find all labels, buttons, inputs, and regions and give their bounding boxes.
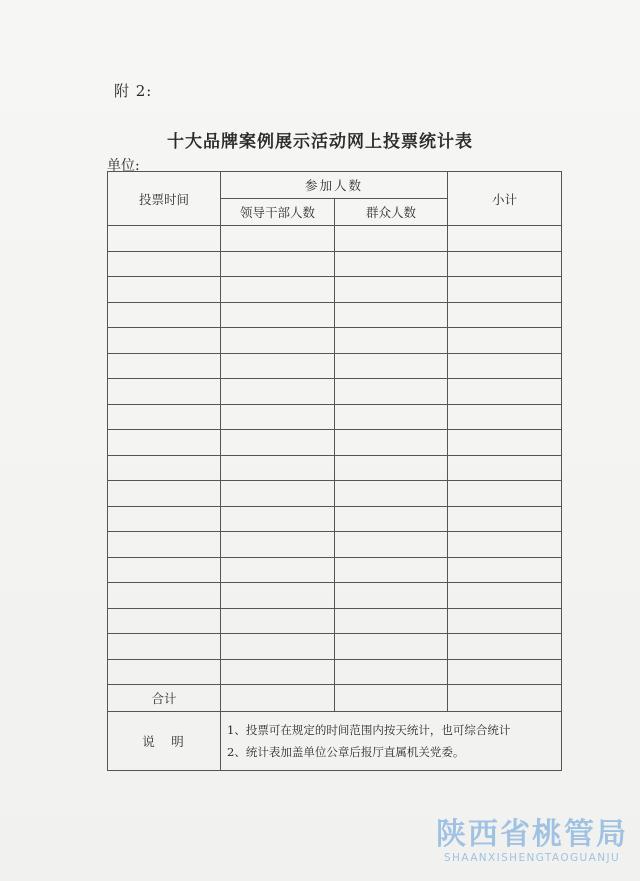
header-participants: 参加人数 [221, 172, 448, 199]
table-cell [448, 634, 562, 660]
table-row [108, 328, 562, 354]
table-cell [221, 583, 335, 609]
table-cell [335, 455, 448, 481]
table-cell [221, 353, 335, 379]
table-cell [108, 583, 221, 609]
table-cell [335, 404, 448, 430]
table-row [108, 634, 562, 660]
table-cell [108, 302, 221, 328]
table-cell [221, 404, 335, 430]
table-row [108, 277, 562, 303]
note-label: 说 明 [108, 712, 221, 771]
table-row [108, 481, 562, 507]
table-cell [108, 328, 221, 354]
table-row [108, 506, 562, 532]
total-leaders-cell [221, 685, 335, 712]
table-row [108, 404, 562, 430]
table-cell [448, 379, 562, 405]
table-cell [108, 404, 221, 430]
table-cell [448, 557, 562, 583]
table-cell [221, 506, 335, 532]
table-cell [448, 455, 562, 481]
table-row [108, 557, 562, 583]
table-cell [108, 379, 221, 405]
table-cell [448, 532, 562, 558]
table-cell [448, 404, 562, 430]
table-cell [221, 455, 335, 481]
table-cell [108, 506, 221, 532]
table-cell [448, 583, 562, 609]
table-cell [108, 353, 221, 379]
table-row [108, 659, 562, 685]
table-cell [448, 353, 562, 379]
table-row [108, 251, 562, 277]
table-body [108, 226, 562, 685]
table-cell [221, 379, 335, 405]
table-cell [221, 430, 335, 456]
table-cell [335, 328, 448, 354]
note-content [221, 712, 562, 771]
table-row [108, 583, 562, 609]
table-cell [335, 302, 448, 328]
table-cell [108, 634, 221, 660]
table-cell [221, 277, 335, 303]
table-cell [448, 226, 562, 252]
table-cell [108, 277, 221, 303]
table-cell [448, 328, 562, 354]
table-cell [221, 226, 335, 252]
header-public: 群众人数 [335, 199, 448, 226]
table-cell [335, 608, 448, 634]
table-cell [108, 557, 221, 583]
table-cell [221, 251, 335, 277]
table-cell [335, 634, 448, 660]
table-row [108, 226, 562, 252]
table-cell [448, 481, 562, 507]
table-cell [221, 608, 335, 634]
table-row [108, 532, 562, 558]
note-line-1: 1、投票可在规定的时间范围内按天统计，也可综合统计 [227, 723, 511, 737]
table-cell [335, 226, 448, 252]
table-cell [221, 328, 335, 354]
table-cell [448, 608, 562, 634]
table-cell [448, 302, 562, 328]
table-row [108, 608, 562, 634]
table-cell [335, 532, 448, 558]
table-cell [335, 557, 448, 583]
total-public-cell [335, 685, 448, 712]
table-cell [221, 302, 335, 328]
table-cell [335, 659, 448, 685]
table-cell [108, 532, 221, 558]
table-row [108, 455, 562, 481]
table-cell [448, 659, 562, 685]
table-cell [108, 659, 221, 685]
header-row-1 [108, 172, 562, 199]
table-cell [448, 430, 562, 456]
table-cell [108, 481, 221, 507]
table-cell [448, 251, 562, 277]
table-cell [108, 226, 221, 252]
table-cell [335, 277, 448, 303]
note-row [108, 712, 562, 771]
table-row [108, 353, 562, 379]
table-cell [108, 430, 221, 456]
table-cell [335, 430, 448, 456]
total-row [108, 685, 562, 712]
unit-label: 单位: [107, 158, 140, 174]
table-cell [335, 583, 448, 609]
table-cell [108, 608, 221, 634]
watermark-main: 陕西省桃管局 [436, 817, 628, 852]
table-cell [221, 557, 335, 583]
header-vote-time: 投票时间 [108, 172, 221, 226]
table-cell [335, 251, 448, 277]
total-label: 合计 [108, 685, 221, 712]
header-subtotal: 小计 [448, 172, 562, 226]
vote-statistics-table [107, 171, 562, 771]
total-subtotal-cell [448, 685, 562, 712]
table-row [108, 430, 562, 456]
table-cell [221, 532, 335, 558]
table-row [108, 379, 562, 405]
table-cell [221, 634, 335, 660]
table-cell [335, 481, 448, 507]
header-leaders: 领导干部人数 [221, 199, 335, 226]
table-cell [221, 659, 335, 685]
table-cell [108, 455, 221, 481]
watermark [436, 818, 628, 865]
table-cell [335, 379, 448, 405]
table-cell [335, 353, 448, 379]
table-cell [448, 277, 562, 303]
table-cell [221, 481, 335, 507]
table-cell [448, 506, 562, 532]
table-row [108, 302, 562, 328]
note-line-2: 2、统计表加盖单位公章后报厅直属机关党委。 [227, 745, 465, 759]
page-title: 十大品牌案例展示活动网上投票统计表 [167, 132, 473, 152]
watermark-sub: SHAANXISHENGTAOGUANJU [443, 852, 621, 864]
annex-label: 附 2: [114, 82, 153, 100]
table-cell [108, 251, 221, 277]
table-cell [335, 506, 448, 532]
